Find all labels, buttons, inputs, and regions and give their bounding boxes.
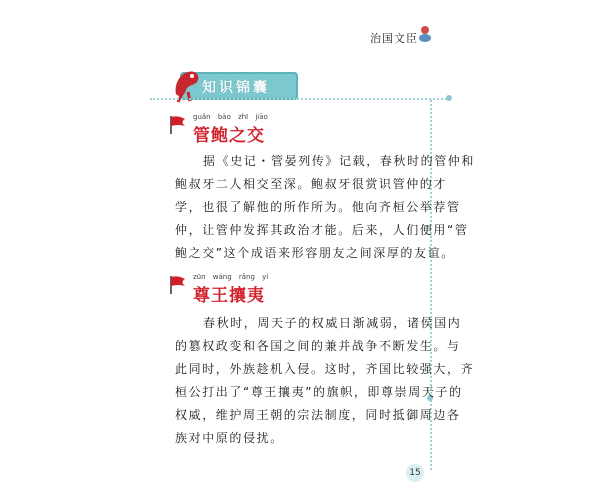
page-number: 15 (406, 464, 424, 482)
running-title: 治国文臣 (370, 32, 418, 45)
paragraph-line: 此同时，外族趁机入侵。这时，齐国比较强大，齐 (175, 362, 475, 376)
paragraph-line: 鲍叔牙二人相交至深。鲍叔牙很赏识管仲的才 (175, 177, 448, 191)
figure-icon (418, 24, 432, 42)
paragraph-line: 族对中原的侵扰。 (175, 431, 284, 445)
paragraph-line: 权威，维护周王朝的宗法制度，同时抵御周边各 (175, 408, 461, 422)
paragraph-line: 学，也很了解他的所作所为。他向齐桓公举荐管 (175, 200, 461, 214)
banner-label: 知识锦囊 (202, 80, 270, 96)
paragraph-line: 据《史记・管晏列传》记载，春秋时的管仲和 (203, 154, 476, 168)
red-flag-icon (168, 274, 188, 294)
paragraph-line: 桓公打出了“尊王攘夷”的旗帜，即尊崇周天子的 (175, 385, 463, 399)
section-pinyin: guǎn bào zhī jiāo (193, 113, 268, 121)
section-title: 尊王攘夷 (193, 286, 265, 306)
paragraph-line: 仲，让管仲发挥其政治才能。后来，人们便用“管 (175, 223, 469, 237)
paragraph-line: 鲍之交”这个成语来形容朋友之间深厚的友谊。 (175, 246, 455, 260)
divider-dot (446, 95, 452, 101)
red-flag-icon (168, 114, 188, 134)
paragraph-line: 春秋时，周天子的权威日渐减弱，诸侯国内 (203, 316, 462, 330)
dotted-divider (150, 98, 450, 100)
section-title: 管鲍之交 (193, 126, 265, 146)
section-pinyin: zūn wáng rǎng yí (193, 273, 269, 281)
paragraph-line: 的篡权政变和各国之间的兼并战争不断发生。与 (175, 339, 461, 353)
